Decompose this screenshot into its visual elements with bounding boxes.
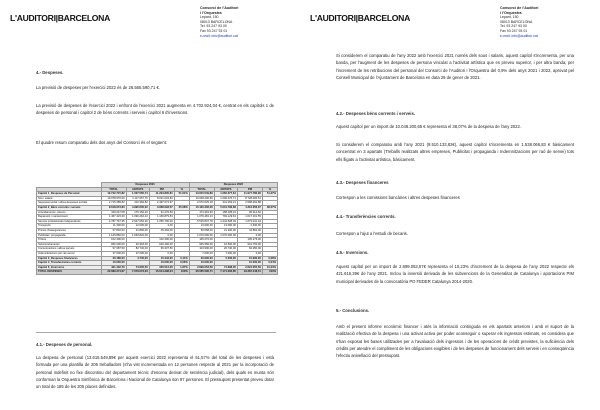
- table-cell: 2.444.528,03: [214, 219, 237, 224]
- table-cell: 1.166.879,84: [149, 215, 174, 220]
- table-cell: 11.300,00: [101, 224, 126, 229]
- table-cell: 37.000,00: [101, 251, 126, 256]
- table-cell: 2.715.385,82: [101, 201, 126, 206]
- address-line: 08013 BARCELONA: [500, 19, 533, 24]
- table-cell: 4.745,00: [126, 256, 149, 261]
- table-cell: 421.432,76: [101, 265, 126, 270]
- table-cell: 1.017.101,55: [237, 215, 262, 220]
- table-cell: 20.930,00: [189, 256, 214, 261]
- paragraph-transferencies: Correspon a l'ajut a l'estudi de becaris.: [336, 231, 408, 236]
- row-label: Subministraments: [37, 242, 102, 247]
- table-cell: 931.750,00: [237, 242, 262, 247]
- table-cell: 0,06%: [174, 261, 189, 266]
- paragraph-comparatiu-personal: Si considerem el comparatiu de l'any 2022 amb l'exercici 2021 només dels sous i salaris, aquest capítol s'incrementa, per una banda, per l'augment de les despeses de persona vinculat a l'activitat artística que es preveu superior, i per altra banda, per l'increment de les retribucions del personal del Consorci de l'Auditori i l'Orquestra del 0,9% dels anys 2021 i 2022, aprovat pel Consell Municipal de l'Ajuntament de Barcelona en data 29 de gener de 2021.: [336, 53, 574, 80]
- table-cell: 20.186,00: [101, 256, 126, 261]
- column-header: %: [262, 187, 277, 192]
- table-cell: 945.350,00: [189, 242, 214, 247]
- row-label: Indemnitzacions per raó servei: [37, 251, 102, 256]
- row-label: Tributs: [37, 238, 102, 243]
- table-cell: 91.476,50: [149, 210, 174, 215]
- address-line: Tel. 93 247 93 00: [500, 24, 527, 29]
- right-page: [306, 0, 596, 410]
- table-cell: 0,00: [149, 251, 174, 256]
- table-cell: 20.318,00: [126, 242, 149, 247]
- address-line: Consorci de l'Auditori: [500, 6, 539, 10]
- table-cell: 176.152,40: [126, 210, 149, 215]
- table-cell: 10.000,00: [101, 261, 126, 266]
- table-cell: 5.000,00: [214, 256, 237, 261]
- table-cell: 640.400,00: [149, 242, 174, 247]
- left-page: [6, 0, 296, 410]
- table-cell: 15.442,00: [149, 256, 174, 261]
- table-cell: 22.689.374,67: [101, 270, 126, 275]
- paragraph-previsio: La previsió de despeses per l'exercici 2022 és de 26.565.590,71 €.: [36, 85, 160, 90]
- table-cell: 650.200,00: [101, 242, 126, 247]
- table-cell: 10.120.306,06: [189, 205, 214, 210]
- column-header: ADITATS: [126, 187, 149, 192]
- address-line: Fax 93 247 93 01: [200, 28, 228, 33]
- table-cell: 67.832,00: [101, 228, 126, 233]
- section-title-bens-corrents: 4.2.- Despeses béns corrents i serveis.: [336, 111, 416, 116]
- table-cell: 2.400,00: [237, 224, 262, 229]
- table-cell: 74.635,50: [126, 265, 149, 270]
- column-header: PM: [149, 187, 174, 192]
- row-label: Capítol 1_Despeses de Personal: [37, 192, 102, 197]
- table-cell: 97.087,50: [101, 247, 126, 252]
- row-label: Comunicacions i altres serveis: [37, 247, 102, 252]
- table-cell: 793.129,64: [214, 215, 237, 220]
- table-cell: 449.247,08: [101, 210, 126, 215]
- address-block: [200, 6, 238, 38]
- section-title-despeses: 4.- Despeses.: [36, 70, 64, 75]
- column-header: %: [174, 187, 189, 192]
- paragraph-personal: La despesa de personal (13.615.549,89€ per aquest exercici 2022 representa el 51,57% del total de les despeses i està formada per una plantilla de 205 treballadors (s'ha vist incrementada en 12 persones respecte al 2021 per la incorporació de personal indefinit no fixe discontinu del departament tècnic d'escena derivat de sentència judicial), dels quals es munta són conforman la Orquestra Simfònica de Barcelona i Nacional de Catalunya son 97 persones. El pressupost presentat preveu dotar un total de 185 de les 205 places definides.: [36, 355, 274, 390]
- auditori-logo: L'AUDITORI|BARCELONA: [310, 13, 410, 23]
- row-label: Capítol 4_Transferències corrents: [37, 261, 102, 266]
- column-header: TOTAL: [101, 187, 126, 192]
- row-label: Transports: [37, 224, 102, 229]
- row-label: Sou i salaris: [37, 196, 102, 201]
- row-label: Serveis professionals independents: [37, 219, 102, 224]
- section-title-financeres: 4.3.- Despeses financeres: [336, 180, 389, 185]
- address-line: i l'Orquestra: [500, 10, 522, 15]
- column-header: PM: [237, 187, 262, 192]
- table-cell: 1.070.000,00: [214, 233, 237, 238]
- table-cell: 13.000,00: [189, 224, 214, 229]
- table-cell: 44.862,00: [237, 228, 262, 233]
- table-cell: 82.740,00: [126, 247, 149, 252]
- table-cell: 341.052,21: [214, 201, 237, 206]
- table-cell: 2.970.025,18: [189, 201, 214, 206]
- address-line: 08013 BARCELONA: [200, 19, 233, 24]
- auditori-logo: L'AUDITORI|BARCELONA: [10, 13, 110, 23]
- table-cell: 10.000,00: [149, 261, 174, 266]
- row-label: Publicitat i propaganda: [37, 233, 102, 238]
- table-cell: 0,00: [149, 233, 174, 238]
- table-cell: 45.402,00: [149, 228, 174, 233]
- table-cell: 1.079.481,13: [189, 215, 214, 220]
- table-cell: 1.129.882,00: [101, 233, 126, 238]
- table-cell: 1.070.000,00: [189, 233, 214, 238]
- table-cell: 37.000,00: [126, 251, 149, 256]
- table-cell: 84.250,00: [237, 247, 262, 252]
- section-title-transferencies: 4.4.- Transferències corrents.: [336, 214, 396, 219]
- table-cell: 13.615.549,89: [189, 192, 214, 197]
- row-label: Primes d'assegurances: [37, 228, 102, 233]
- table-cell: 1.060.377,64: [214, 192, 237, 197]
- table-cell: 1.673.041,04: [237, 219, 262, 224]
- table-cell: 2.624.355,59: [237, 265, 262, 270]
- table-cell: 4.995.635,02: [126, 205, 149, 210]
- paragraph-quadre: El quadre resum comparatiu dels dos anys del Consorci és el següent:: [36, 140, 168, 145]
- table-cell: 1.117.667,76: [126, 196, 149, 201]
- paragraph-inversions: Aquest capítol per un import de 2.699.053,57€ representa el 10,23% d'increment de la despesa de l'any 2022 respecte els 421.616,39€ de l'any 2021. Inclou la inversió derivada de les subvencions de la Generalitat de Catalunya i aportacions PIM municipal derivades de la convocatòria PO FEDER Catalunya 2014-2020.: [336, 264, 574, 284]
- table-cell: 4.787.767,35: [101, 219, 126, 224]
- table-cell: 20.740,00: [214, 247, 237, 252]
- table-cell: 100%: [262, 270, 277, 275]
- email-link[interactable]: e-mail: info@auditori.cat: [200, 33, 238, 38]
- section-title-inversions: 4.5.- Inversions.: [336, 250, 369, 255]
- table-cell: 346.512,26: [149, 265, 174, 270]
- address-line: Fax 93 247 93 01: [500, 28, 528, 33]
- table-cell: 51,61%: [174, 192, 189, 197]
- row-label: Capítol 2_Béns corrents i serveis: [37, 205, 102, 210]
- table-cell: 74.698,00: [214, 265, 237, 270]
- table-cell: 2.547.052,20: [126, 219, 149, 224]
- email-link[interactable]: e-mail: info@auditori.cat: [500, 33, 538, 38]
- table-cell: 1.063.822,00: [126, 233, 149, 238]
- table-cell: 66.337,50: [149, 247, 174, 252]
- column-header: TOTAL: [189, 187, 214, 192]
- paragraph-conclusions: Amb el present informe econòmic financer i atès la informació continguda en els apartats anteriors i amb el suport de la realització efectiva de la despesa i una activat activa per poder aconseguir o superar els ingressos estimats, es considera que s'han exposat les bases utilitzades per a l'avaluació dels ingressos i de les operacions de crèdit previstes, la suficiència dels crèdits per atendre el compliment de les obligacions exigibles i de les despeses de funcionament dels serveis i en conseqüència l'efectiu anivellació del pressupost.: [336, 324, 574, 359]
- row-label: Seguretat social i altres despeses socials: [37, 201, 102, 206]
- table-cell: 188.185,01: [214, 210, 237, 215]
- table-cell: 8.021.043,63: [149, 196, 174, 201]
- table-cell: 10.078.970,00: [101, 196, 126, 201]
- table-cell: 1.007.565,74: [126, 192, 149, 197]
- address-line: i l'Orquestra: [200, 10, 222, 15]
- table-cell: 38,07%: [262, 205, 277, 210]
- table-cell: 1,87%: [174, 265, 189, 270]
- table-cell: 10,23%: [262, 265, 277, 270]
- table-cell: 15.930,00: [237, 256, 262, 261]
- row-label: Capítol 3_Despeses financeres: [37, 256, 102, 261]
- table-cell: 102.300,00: [149, 238, 174, 243]
- table-cell: 1.096.476,71: [214, 196, 237, 201]
- table-cell: 0,08%: [262, 256, 277, 261]
- address-line: Lepant, 150: [200, 15, 219, 20]
- table-cell: 21.200,00: [214, 228, 237, 233]
- paragraph-financeres: Correspon a les comissions bancàries i altres despeses financeres: [336, 195, 460, 200]
- table-cell: 10.000,00: [237, 261, 262, 266]
- table-cell: 10.000,00: [189, 261, 214, 266]
- paragraph-augment: La previsió de despeses de l'exercici 2022 i enfront de l'exercici 2021 augmenta en 4.702.924,04 €, centrat en els capítols 1 de despeses de personal i capítol 2 de béns corrents i serveis i capítol 6 d'inversions.: [36, 103, 274, 116]
- table-cell: 95.212,62: [237, 210, 262, 215]
- table-cell: 2.497.074,97: [149, 201, 174, 206]
- table-cell: 11.294.835,81: [149, 192, 174, 197]
- table-cell: 19.387.446,51: [237, 270, 262, 275]
- table-cell: 66.058,00: [189, 228, 214, 233]
- table-cell: 474.391,93: [189, 210, 214, 215]
- group-header-2022: Despeses 2022: [189, 183, 277, 188]
- table-cell: 21.800,00: [126, 228, 149, 233]
- table-cell: 2.598.462,88: [237, 201, 262, 206]
- table-cell: 0,00: [237, 233, 262, 238]
- table-cell: 2.699.053,59: [189, 265, 214, 270]
- table-cell: 12.742.715,82: [101, 192, 126, 197]
- table-cell: 4.316.256,07: [237, 205, 262, 210]
- table-cell: 51,27%: [262, 192, 277, 197]
- table-cell: 1.056.700,00: [149, 219, 174, 224]
- address-line: Lepant, 150: [500, 15, 519, 20]
- row-label: Capítol 6_Inversions: [37, 265, 102, 270]
- table-cell: 7.000,00: [214, 251, 237, 256]
- table-cell: 0,11%: [174, 256, 189, 261]
- table-cell: 1.467.423,30: [101, 215, 126, 220]
- divider: [36, 332, 276, 333]
- table-cell: 26.565.590,71: [189, 270, 214, 275]
- table-cell: 3,00: [149, 224, 174, 229]
- comparative-expenses-table: [36, 182, 278, 275]
- table-cell: 9.618.973,83: [101, 205, 126, 210]
- address-block: [500, 6, 538, 38]
- table-cell: 13.000,00: [214, 224, 237, 229]
- table-cell: 104.990,00: [189, 247, 214, 252]
- table-cell: 105.276,00: [237, 238, 262, 243]
- paragraph-bens-import: Aquest capítol per un import de 10.048.200,65 € representa el 38,07% de la despesa de l'any 2022.: [336, 124, 521, 129]
- group-header-2021: Despeses 2021: [101, 183, 189, 188]
- row-label: Arrendaments i cànons: [37, 210, 102, 215]
- column-header: ADITATS: [214, 187, 237, 192]
- address-line: Consorci de l'Auditori: [200, 6, 239, 10]
- row-label: TOTAL DESPESES: [37, 270, 102, 275]
- table-cell: 5.031.796,68: [214, 205, 237, 210]
- table-cell: 410.384,82: [126, 201, 149, 206]
- table-cell: 15.614.298,04: [149, 270, 174, 275]
- table-cell: 8.728.006,51: [237, 196, 262, 201]
- section-title-conclusions: 5.- Conclusions.: [336, 308, 370, 313]
- table-cell: 0,00: [237, 251, 262, 256]
- table-cell: 5.515.837,78: [189, 219, 214, 224]
- table-cell: 0,04%: [262, 261, 277, 266]
- table-cell: 11.977.786,99: [237, 192, 262, 197]
- address-line: Tel. 93 247 93 00: [200, 24, 227, 29]
- table-cell: 10.048.200,66: [189, 196, 214, 201]
- table-cell: 3.968.093,57: [149, 205, 174, 210]
- table-cell: 12.000,00: [126, 224, 149, 229]
- table-row: [37, 270, 278, 275]
- paragraph-bens-comparatiu: Si considerem el comparatiu amb l'any 2021 (9.510.133,82€), aquest capítol s'incrementa en 1.538.066,83 € bàsicament concentrat en 3 apartats (Treballs realitzats altres empreses, Publicitat i propaganda i Indemnitzacions per raó de servei) tots ells lligats a l'activitat artística, bàsicament.: [336, 142, 574, 162]
- table-cell: 105.276,00: [189, 238, 214, 243]
- table-cell: 7.079.073,33: [126, 270, 149, 275]
- table-cell: 1.090.262,44: [126, 215, 149, 220]
- table-cell: 16.500,00: [214, 242, 237, 247]
- table-cell: 7.000,00: [189, 251, 214, 256]
- table-cell: 100%: [174, 270, 189, 275]
- table-cell: 35,68%: [174, 205, 189, 210]
- table-cell: 7.171.000,85: [214, 270, 237, 275]
- row-label: Reparació i manteniment: [37, 215, 102, 220]
- section-title-personal: 4.1.- Despeses de personal.: [36, 342, 93, 347]
- table-cell: 102.300,00: [101, 238, 126, 243]
